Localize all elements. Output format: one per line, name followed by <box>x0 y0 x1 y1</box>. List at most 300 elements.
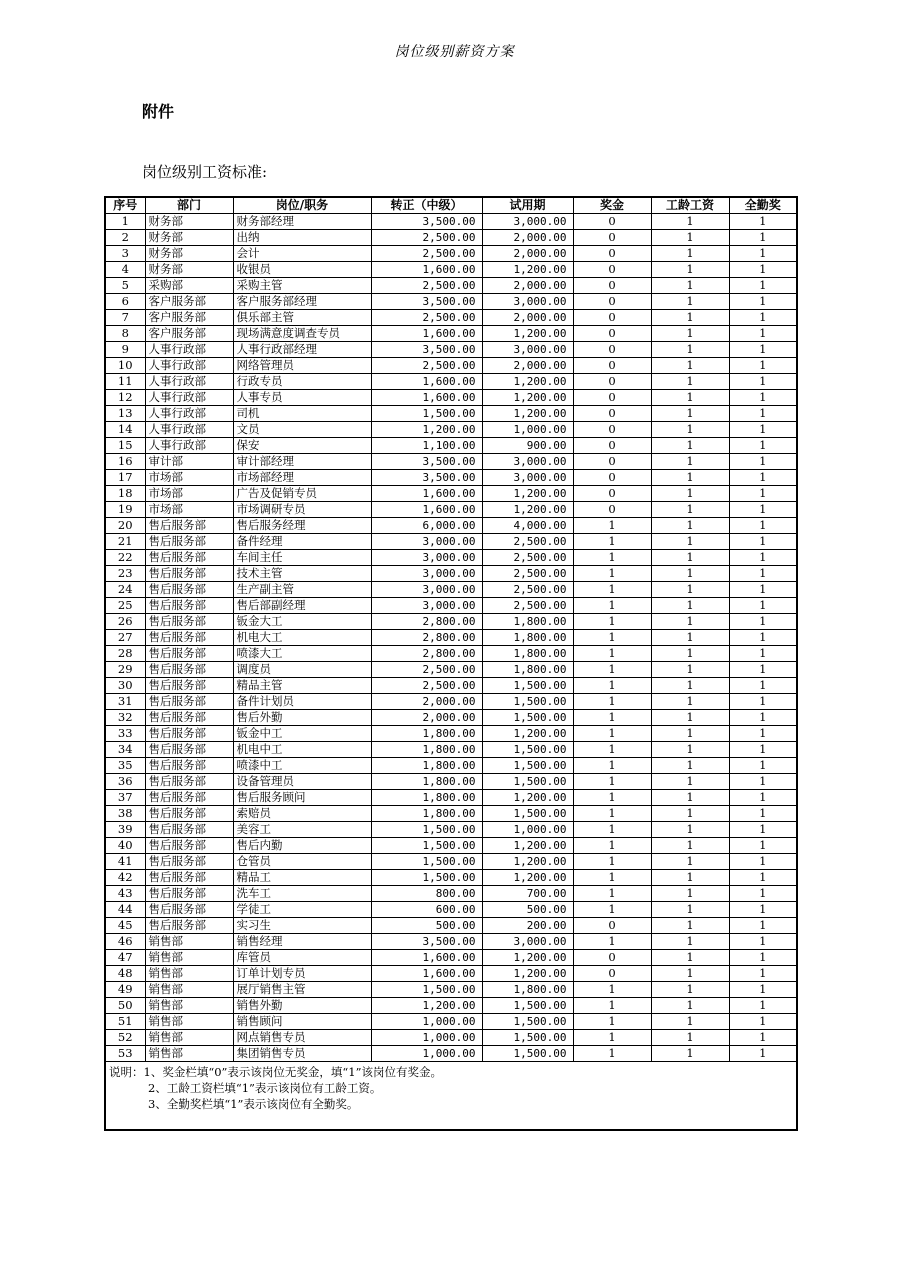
cell-bonus: 1 <box>573 998 651 1014</box>
table-row <box>105 246 797 262</box>
cell-probation-salary: 1,500.00 <box>482 678 573 694</box>
cell-attendance-bonus: 1 <box>729 822 797 838</box>
cell-probation-salary: 2,000.00 <box>482 310 573 326</box>
cell-position: 财务部经理 <box>233 214 371 230</box>
cell-bonus: 0 <box>573 294 651 310</box>
cell-position: 现场满意度调查专员 <box>233 326 371 342</box>
cell-index: 16 <box>105 454 145 470</box>
cell-department: 售后服务部 <box>145 758 233 774</box>
cell-attendance-bonus: 1 <box>729 950 797 966</box>
cell-seniority-pay: 1 <box>651 358 729 374</box>
table-row <box>105 646 797 662</box>
cell-position: 网点销售专员 <box>233 1030 371 1046</box>
cell-probation-salary: 1,000.00 <box>482 422 573 438</box>
table-row <box>105 950 797 966</box>
cell-regular-salary: 1,000.00 <box>371 1030 482 1046</box>
cell-bonus: 0 <box>573 262 651 278</box>
cell-seniority-pay: 1 <box>651 374 729 390</box>
cell-probation-salary: 1,000.00 <box>482 822 573 838</box>
cell-bonus: 1 <box>573 1030 651 1046</box>
cell-attendance-bonus: 1 <box>729 998 797 1014</box>
cell-attendance-bonus: 1 <box>729 1014 797 1030</box>
cell-bonus: 1 <box>573 646 651 662</box>
cell-bonus: 0 <box>573 278 651 294</box>
cell-seniority-pay: 1 <box>651 342 729 358</box>
cell-index: 46 <box>105 934 145 950</box>
table-body <box>105 214 797 1062</box>
table-row <box>105 918 797 934</box>
cell-regular-salary: 3,500.00 <box>371 454 482 470</box>
cell-seniority-pay: 1 <box>651 454 729 470</box>
cell-index: 20 <box>105 518 145 534</box>
cell-index: 40 <box>105 838 145 854</box>
cell-bonus: 1 <box>573 662 651 678</box>
cell-seniority-pay: 1 <box>651 662 729 678</box>
cell-bonus: 1 <box>573 742 651 758</box>
cell-position: 设备管理员 <box>233 774 371 790</box>
cell-department: 售后服务部 <box>145 822 233 838</box>
cell-index: 45 <box>105 918 145 934</box>
cell-bonus: 1 <box>573 1046 651 1062</box>
cell-attendance-bonus: 1 <box>729 214 797 230</box>
cell-regular-salary: 1,500.00 <box>371 406 482 422</box>
cell-probation-salary: 3,000.00 <box>482 342 573 358</box>
cell-probation-salary: 1,500.00 <box>482 742 573 758</box>
cell-probation-salary: 1,500.00 <box>482 758 573 774</box>
cell-seniority-pay: 1 <box>651 310 729 326</box>
cell-bonus: 0 <box>573 454 651 470</box>
cell-probation-salary: 1,200.00 <box>482 390 573 406</box>
cell-position: 销售经理 <box>233 934 371 950</box>
cell-probation-salary: 900.00 <box>482 438 573 454</box>
cell-regular-salary: 3,500.00 <box>371 214 482 230</box>
cell-regular-salary: 1,100.00 <box>371 438 482 454</box>
cell-index: 6 <box>105 294 145 310</box>
table-row <box>105 614 797 630</box>
table-row <box>105 550 797 566</box>
cell-department: 售后服务部 <box>145 726 233 742</box>
table-row <box>105 230 797 246</box>
cell-department: 销售部 <box>145 1046 233 1062</box>
cell-department: 售后服务部 <box>145 742 233 758</box>
cell-attendance-bonus: 1 <box>729 246 797 262</box>
cell-position: 生产副主管 <box>233 582 371 598</box>
cell-index: 28 <box>105 646 145 662</box>
cell-seniority-pay: 1 <box>651 870 729 886</box>
cell-seniority-pay: 1 <box>651 406 729 422</box>
cell-attendance-bonus: 1 <box>729 870 797 886</box>
cell-department: 销售部 <box>145 966 233 982</box>
cell-regular-salary: 2,800.00 <box>371 630 482 646</box>
table-row <box>105 774 797 790</box>
cell-position: 索赔员 <box>233 806 371 822</box>
cell-department: 售后服务部 <box>145 566 233 582</box>
cell-regular-salary: 500.00 <box>371 918 482 934</box>
cell-index: 41 <box>105 854 145 870</box>
cell-position: 仓管员 <box>233 854 371 870</box>
cell-position: 机电大工 <box>233 630 371 646</box>
cell-attendance-bonus: 1 <box>729 454 797 470</box>
cell-index: 17 <box>105 470 145 486</box>
cell-position: 客户服务部经理 <box>233 294 371 310</box>
cell-position: 会计 <box>233 246 371 262</box>
cell-seniority-pay: 1 <box>651 502 729 518</box>
cell-seniority-pay: 1 <box>651 614 729 630</box>
cell-position: 技术主管 <box>233 566 371 582</box>
cell-probation-salary: 3,000.00 <box>482 454 573 470</box>
cell-position: 订单计划专员 <box>233 966 371 982</box>
cell-attendance-bonus: 1 <box>729 566 797 582</box>
cell-department: 售后服务部 <box>145 630 233 646</box>
table-row <box>105 966 797 982</box>
column-header-regular-salary: 转正（中级） <box>371 197 482 214</box>
cell-bonus: 0 <box>573 502 651 518</box>
cell-regular-salary: 3,500.00 <box>371 342 482 358</box>
table-row <box>105 438 797 454</box>
cell-department: 售后服务部 <box>145 902 233 918</box>
cell-bonus: 1 <box>573 934 651 950</box>
cell-position: 精品主管 <box>233 678 371 694</box>
cell-position: 车间主任 <box>233 550 371 566</box>
cell-index: 53 <box>105 1046 145 1062</box>
cell-bonus: 1 <box>573 790 651 806</box>
cell-attendance-bonus: 1 <box>729 486 797 502</box>
cell-index: 8 <box>105 326 145 342</box>
cell-regular-salary: 1,200.00 <box>371 422 482 438</box>
cell-bonus: 0 <box>573 470 651 486</box>
cell-department: 销售部 <box>145 934 233 950</box>
cell-regular-salary: 1,800.00 <box>371 742 482 758</box>
cell-department: 人事行政部 <box>145 438 233 454</box>
cell-seniority-pay: 1 <box>651 678 729 694</box>
cell-bonus: 1 <box>573 710 651 726</box>
cell-bonus: 1 <box>573 822 651 838</box>
cell-regular-salary: 2,800.00 <box>371 614 482 630</box>
cell-index: 15 <box>105 438 145 454</box>
cell-position: 售后服务经理 <box>233 518 371 534</box>
cell-department: 人事行政部 <box>145 342 233 358</box>
cell-seniority-pay: 1 <box>651 630 729 646</box>
cell-seniority-pay: 1 <box>651 598 729 614</box>
cell-regular-salary: 2,500.00 <box>371 358 482 374</box>
cell-seniority-pay: 1 <box>651 742 729 758</box>
table-row <box>105 838 797 854</box>
cell-department: 售后服务部 <box>145 854 233 870</box>
table-row <box>105 742 797 758</box>
cell-seniority-pay: 1 <box>651 822 729 838</box>
cell-bonus: 0 <box>573 438 651 454</box>
cell-probation-salary: 1,800.00 <box>482 614 573 630</box>
cell-attendance-bonus: 1 <box>729 534 797 550</box>
cell-index: 9 <box>105 342 145 358</box>
cell-position: 网络管理员 <box>233 358 371 374</box>
cell-probation-salary: 1,200.00 <box>482 950 573 966</box>
cell-position: 实习生 <box>233 918 371 934</box>
cell-index: 19 <box>105 502 145 518</box>
cell-position: 审计部经理 <box>233 454 371 470</box>
cell-probation-salary: 1,800.00 <box>482 982 573 998</box>
cell-regular-salary: 3,000.00 <box>371 534 482 550</box>
cell-bonus: 1 <box>573 582 651 598</box>
cell-regular-salary: 3,500.00 <box>371 294 482 310</box>
cell-seniority-pay: 1 <box>651 1046 729 1062</box>
cell-position: 备件计划员 <box>233 694 371 710</box>
cell-department: 售后服务部 <box>145 806 233 822</box>
table-row <box>105 582 797 598</box>
cell-seniority-pay: 1 <box>651 950 729 966</box>
cell-probation-salary: 1,500.00 <box>482 694 573 710</box>
cell-position: 库管员 <box>233 950 371 966</box>
cell-attendance-bonus: 1 <box>729 1046 797 1062</box>
cell-attendance-bonus: 1 <box>729 646 797 662</box>
cell-attendance-bonus: 1 <box>729 838 797 854</box>
cell-probation-salary: 1,500.00 <box>482 710 573 726</box>
cell-department: 售后服务部 <box>145 870 233 886</box>
cell-department: 售后服务部 <box>145 518 233 534</box>
cell-regular-salary: 800.00 <box>371 886 482 902</box>
cell-bonus: 0 <box>573 390 651 406</box>
cell-regular-salary: 3,500.00 <box>371 470 482 486</box>
cell-regular-salary: 1,800.00 <box>371 758 482 774</box>
cell-department: 市场部 <box>145 470 233 486</box>
cell-index: 25 <box>105 598 145 614</box>
cell-index: 50 <box>105 998 145 1014</box>
cell-seniority-pay: 1 <box>651 438 729 454</box>
cell-regular-salary: 1,000.00 <box>371 1046 482 1062</box>
cell-index: 33 <box>105 726 145 742</box>
cell-seniority-pay: 1 <box>651 918 729 934</box>
cell-probation-salary: 3,000.00 <box>482 934 573 950</box>
column-header-seniority-pay: 工龄工资 <box>651 197 729 214</box>
cell-position: 俱乐部主管 <box>233 310 371 326</box>
cell-department: 客户服务部 <box>145 294 233 310</box>
table-row <box>105 806 797 822</box>
cell-attendance-bonus: 1 <box>729 262 797 278</box>
cell-regular-salary: 6,000.00 <box>371 518 482 534</box>
cell-bonus: 1 <box>573 726 651 742</box>
cell-probation-salary: 1,800.00 <box>482 646 573 662</box>
cell-bonus: 0 <box>573 214 651 230</box>
cell-regular-salary: 1,600.00 <box>371 390 482 406</box>
cell-department: 售后服务部 <box>145 886 233 902</box>
cell-regular-salary: 3,500.00 <box>371 934 482 950</box>
column-header-bonus: 奖金 <box>573 197 651 214</box>
cell-attendance-bonus: 1 <box>729 358 797 374</box>
cell-attendance-bonus: 1 <box>729 422 797 438</box>
cell-index: 37 <box>105 790 145 806</box>
cell-position: 收银员 <box>233 262 371 278</box>
cell-attendance-bonus: 1 <box>729 406 797 422</box>
cell-probation-salary: 2,500.00 <box>482 566 573 582</box>
cell-regular-salary: 1,000.00 <box>371 1014 482 1030</box>
column-header-probation-salary: 试用期 <box>482 197 573 214</box>
cell-position: 销售外勤 <box>233 998 371 1014</box>
cell-bonus: 1 <box>573 598 651 614</box>
cell-index: 36 <box>105 774 145 790</box>
cell-position: 市场调研专员 <box>233 502 371 518</box>
cell-regular-salary: 2,500.00 <box>371 230 482 246</box>
cell-index: 26 <box>105 614 145 630</box>
cell-probation-salary: 1,200.00 <box>482 870 573 886</box>
cell-department: 审计部 <box>145 454 233 470</box>
cell-department: 销售部 <box>145 950 233 966</box>
table-row <box>105 854 797 870</box>
cell-seniority-pay: 1 <box>651 726 729 742</box>
cell-seniority-pay: 1 <box>651 758 729 774</box>
cell-bonus: 1 <box>573 982 651 998</box>
cell-position: 售后部副经理 <box>233 598 371 614</box>
cell-department: 售后服务部 <box>145 614 233 630</box>
cell-bonus: 1 <box>573 758 651 774</box>
notes-row <box>105 1062 797 1131</box>
cell-department: 售后服务部 <box>145 550 233 566</box>
cell-department: 销售部 <box>145 998 233 1014</box>
cell-probation-salary: 2,500.00 <box>482 598 573 614</box>
table-row <box>105 662 797 678</box>
cell-index: 30 <box>105 678 145 694</box>
cell-regular-salary: 2,500.00 <box>371 678 482 694</box>
cell-seniority-pay: 1 <box>651 838 729 854</box>
cell-regular-salary: 1,200.00 <box>371 998 482 1014</box>
cell-index: 22 <box>105 550 145 566</box>
cell-department: 售后服务部 <box>145 774 233 790</box>
cell-position: 广告及促销专员 <box>233 486 371 502</box>
cell-probation-salary: 1,800.00 <box>482 630 573 646</box>
cell-position: 文员 <box>233 422 371 438</box>
cell-attendance-bonus: 1 <box>729 294 797 310</box>
cell-seniority-pay: 1 <box>651 214 729 230</box>
cell-index: 12 <box>105 390 145 406</box>
cell-index: 1 <box>105 214 145 230</box>
cell-probation-salary: 2,000.00 <box>482 246 573 262</box>
cell-regular-salary: 2,000.00 <box>371 710 482 726</box>
cell-seniority-pay: 1 <box>651 966 729 982</box>
table-row <box>105 342 797 358</box>
cell-bonus: 0 <box>573 486 651 502</box>
cell-probation-salary: 3,000.00 <box>482 214 573 230</box>
cell-attendance-bonus: 1 <box>729 902 797 918</box>
table-row <box>105 982 797 998</box>
cell-seniority-pay: 1 <box>651 230 729 246</box>
cell-probation-salary: 2,000.00 <box>482 230 573 246</box>
cell-bonus: 0 <box>573 422 651 438</box>
cell-probation-salary: 500.00 <box>482 902 573 918</box>
cell-attendance-bonus: 1 <box>729 390 797 406</box>
cell-position: 人事专员 <box>233 390 371 406</box>
cell-seniority-pay: 1 <box>651 1030 729 1046</box>
cell-regular-salary: 1,800.00 <box>371 806 482 822</box>
cell-probation-salary: 1,200.00 <box>482 262 573 278</box>
cell-regular-salary: 1,800.00 <box>371 790 482 806</box>
cell-regular-salary: 600.00 <box>371 902 482 918</box>
cell-probation-salary: 200.00 <box>482 918 573 934</box>
cell-regular-salary: 2,500.00 <box>371 246 482 262</box>
cell-position: 售后外勤 <box>233 710 371 726</box>
cell-index: 48 <box>105 966 145 982</box>
cell-bonus: 1 <box>573 694 651 710</box>
cell-seniority-pay: 1 <box>651 646 729 662</box>
cell-seniority-pay: 1 <box>651 902 729 918</box>
cell-attendance-bonus: 1 <box>729 230 797 246</box>
cell-seniority-pay: 1 <box>651 774 729 790</box>
cell-probation-salary: 2,000.00 <box>482 358 573 374</box>
table-row <box>105 726 797 742</box>
cell-bonus: 1 <box>573 870 651 886</box>
table-row <box>105 1030 797 1046</box>
table-row <box>105 390 797 406</box>
cell-department: 销售部 <box>145 1030 233 1046</box>
cell-seniority-pay: 1 <box>651 806 729 822</box>
cell-probation-salary: 1,800.00 <box>482 662 573 678</box>
table-row <box>105 534 797 550</box>
cell-department: 采购部 <box>145 278 233 294</box>
cell-probation-salary: 700.00 <box>482 886 573 902</box>
table-row <box>105 422 797 438</box>
cell-attendance-bonus: 1 <box>729 582 797 598</box>
cell-department: 客户服务部 <box>145 326 233 342</box>
cell-position: 售后内勤 <box>233 838 371 854</box>
cell-department: 销售部 <box>145 982 233 998</box>
cell-regular-salary: 1,600.00 <box>371 262 482 278</box>
cell-regular-salary: 1,800.00 <box>371 726 482 742</box>
cell-probation-salary: 1,500.00 <box>482 998 573 1014</box>
cell-bonus: 1 <box>573 886 651 902</box>
cell-department: 售后服务部 <box>145 662 233 678</box>
cell-seniority-pay: 1 <box>651 982 729 998</box>
cell-department: 售后服务部 <box>145 646 233 662</box>
table-header-row <box>105 197 797 214</box>
cell-index: 31 <box>105 694 145 710</box>
cell-index: 52 <box>105 1030 145 1046</box>
cell-bonus: 1 <box>573 678 651 694</box>
cell-bonus: 0 <box>573 342 651 358</box>
cell-position: 出纳 <box>233 230 371 246</box>
cell-attendance-bonus: 1 <box>729 982 797 998</box>
table-row <box>105 454 797 470</box>
cell-attendance-bonus: 1 <box>729 790 797 806</box>
cell-department: 人事行政部 <box>145 358 233 374</box>
cell-seniority-pay: 1 <box>651 934 729 950</box>
cell-regular-salary: 1,500.00 <box>371 822 482 838</box>
table-row <box>105 790 797 806</box>
cell-attendance-bonus: 1 <box>729 726 797 742</box>
table-row <box>105 310 797 326</box>
cell-attendance-bonus: 1 <box>729 326 797 342</box>
cell-attendance-bonus: 1 <box>729 438 797 454</box>
cell-position: 人事行政部经理 <box>233 342 371 358</box>
cell-attendance-bonus: 1 <box>729 374 797 390</box>
table-row <box>105 998 797 1014</box>
cell-probation-salary: 2,500.00 <box>482 534 573 550</box>
cell-attendance-bonus: 1 <box>729 918 797 934</box>
cell-regular-salary: 2,800.00 <box>371 646 482 662</box>
cell-seniority-pay: 1 <box>651 886 729 902</box>
cell-index: 43 <box>105 886 145 902</box>
cell-probation-salary: 1,500.00 <box>482 1030 573 1046</box>
cell-position: 市场部经理 <box>233 470 371 486</box>
cell-attendance-bonus: 1 <box>729 310 797 326</box>
cell-position: 集团销售专员 <box>233 1046 371 1062</box>
cell-department: 售后服务部 <box>145 694 233 710</box>
cell-department: 人事行政部 <box>145 374 233 390</box>
cell-bonus: 0 <box>573 406 651 422</box>
page-header-title: 岗位级别薪资方案 <box>394 44 515 60</box>
cell-bonus: 0 <box>573 918 651 934</box>
cell-index: 10 <box>105 358 145 374</box>
cell-position: 采购主管 <box>233 278 371 294</box>
cell-seniority-pay: 1 <box>651 550 729 566</box>
cell-seniority-pay: 1 <box>651 470 729 486</box>
